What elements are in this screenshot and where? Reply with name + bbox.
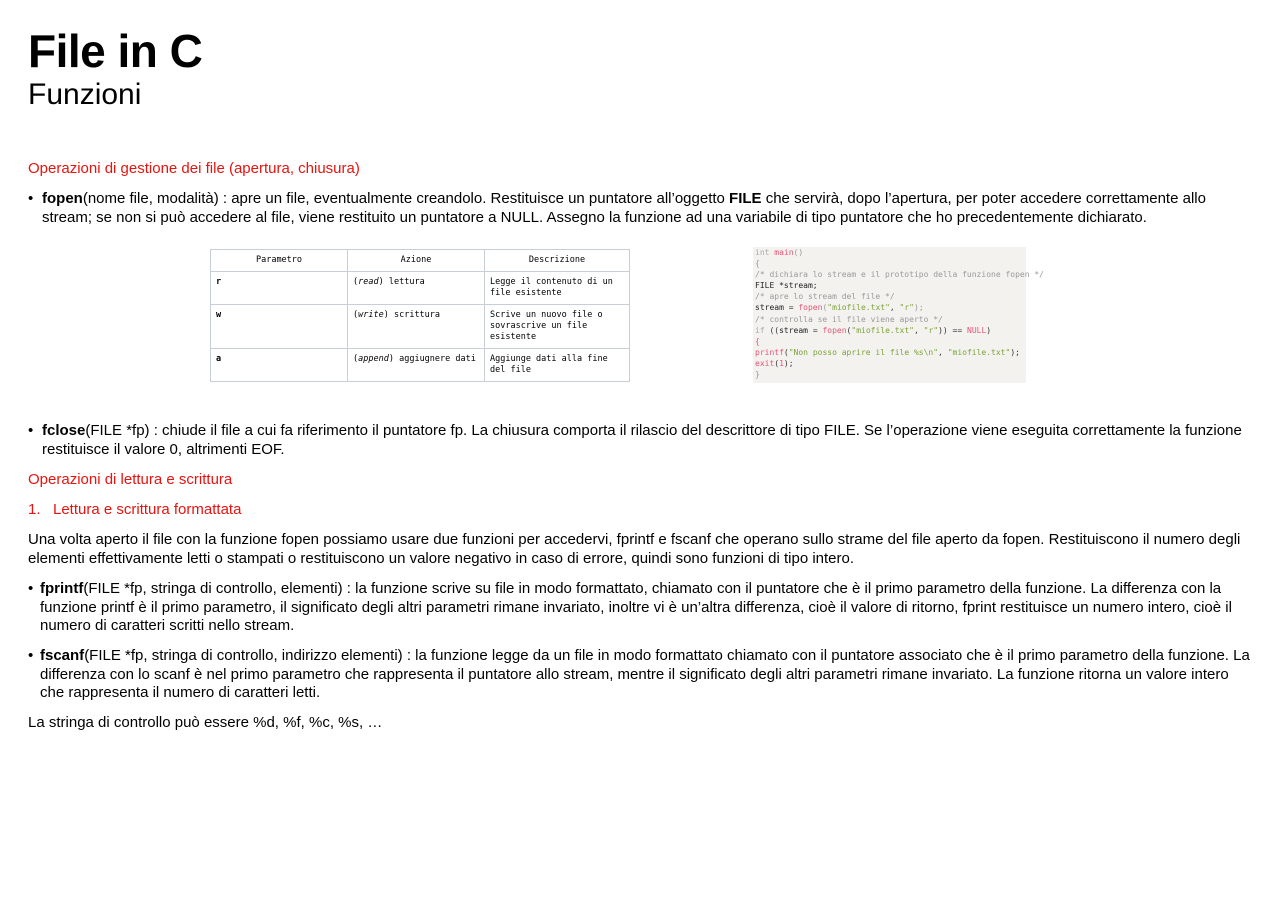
action-text: aggiugnere dati <box>399 354 476 364</box>
table-cell-action: (write) scrittura <box>348 305 485 349</box>
bullet-fprintf <box>28 580 1256 636</box>
table-header-row <box>211 250 630 272</box>
table-cell-param: r <box>211 272 348 305</box>
fprintf-desc: (FILE *fp, stringa di controllo, elementi) : la funzione scrive su file in modo formattato, chiamato con il puntatore che è il primo parametro della funzione. La differenza con la funzione printf è il primo parametro, il significato degli altri parametri rimane invariato, inoltre vi è un’altra differenza, cioè il valore di ritorno, fprint restituisce un numero intero, cioè il numero di caratteri scritti nello stream. <box>40 580 1232 634</box>
bullet-dot: • <box>28 422 34 439</box>
table-header: Azione <box>348 250 485 272</box>
code-line: stream = fopen("miofile.txt", "r"); <box>755 303 924 313</box>
table-cell-desc: Legge il contenuto di un file esistente <box>485 272 630 305</box>
heading-number: 1. <box>28 501 41 518</box>
bullet-dot: • <box>28 580 34 597</box>
code-line: exit(1); <box>755 358 794 368</box>
action-text: lettura <box>388 277 425 287</box>
code-line: int main() <box>755 248 804 257</box>
section-heading-io: Operazioni di lettura e scrittura <box>28 471 233 488</box>
page-subtitle: Funzioni <box>28 78 142 111</box>
fscanf-name: fscanf <box>40 647 85 664</box>
code-line: { <box>755 259 760 269</box>
table-cell-action: (read) lettura <box>348 272 485 305</box>
bullet-dot: • <box>28 647 34 664</box>
modes-table-image <box>210 249 613 381</box>
action-em: read <box>358 277 379 287</box>
code-line: /* controlla se il file viene aperto */ <box>755 314 943 324</box>
intro-paragraph: Una volta aperto il file con la funzione fopen possiamo usare due funzioni per accedervi, fprintf e fscanf che operano sullo strame del file aperto da fopen. Restituiscono il numero degli elementi effettivamente letti o stampati o restituiscono un valore negativo in caso di errore, quindi sono funzioni di tipo intero. <box>28 531 1241 567</box>
code-line: { <box>755 336 760 346</box>
code-line: /* apre lo stream del file */ <box>755 292 895 302</box>
modes-table <box>210 249 630 382</box>
fclose-name: fclose <box>42 422 86 439</box>
fopen-text <box>42 190 1256 227</box>
fopen-file-bold: FILE <box>729 190 762 207</box>
table-row <box>211 305 630 349</box>
code-line: } <box>755 370 760 380</box>
table-header: Parametro <box>211 250 348 272</box>
table-header: Descrizione <box>485 250 630 272</box>
code-line: FILE *stream; <box>755 281 818 291</box>
bullet-fopen <box>28 190 1256 227</box>
fprintf-text <box>40 580 1256 636</box>
bullet-dot: • <box>28 190 34 207</box>
code-sample-image <box>753 247 1044 383</box>
page-title: File in C <box>28 25 203 77</box>
table-cell-desc: Aggiunge dati alla fine del file <box>485 349 630 382</box>
heading-text: Lettura e scrittura formattata <box>53 501 242 518</box>
fscanf-desc: (FILE *fp, stringa di controllo, indirizzo elementi) : la funzione legge da un file in modo formattato chiamato con il puntatore associato che è il primo parametro della funzione. La differenza con lo scanf è nel primo parametro che rappresenta il puntatore allo stream, mentre il significato degli altri parametri rimane invariato. La funzione ritorna un valore intero che rappresenta il numero di caratteri letti. <box>40 647 1250 701</box>
code-line: if ((stream = fopen("miofile.txt", "r")) == NULL) <box>755 325 992 335</box>
table-cell-param: w <box>211 305 348 349</box>
table-cell-desc: Scrive un nuovo file o sovrascrive un file esistente <box>485 305 630 349</box>
code-line: printf("Non posso aprire il file %s\n", "miofile.txt"); <box>755 347 1020 357</box>
table-row <box>211 349 630 382</box>
table-cell-action: (append) aggiugnere dati <box>348 349 485 382</box>
table-row <box>211 272 630 305</box>
fopen-name: fopen <box>42 190 83 207</box>
fclose-text <box>42 422 1256 459</box>
action-text: scrittura <box>393 310 441 320</box>
action-em: write <box>358 310 384 320</box>
fscanf-text <box>40 647 1256 703</box>
fprintf-name: fprintf <box>40 580 84 597</box>
action-em: append <box>358 354 389 364</box>
code-line: /* dichiara lo stream e il prototipo della funzione fopen */ <box>755 270 1044 280</box>
fopen-desc-a: (nome file, modalità) : apre un file, eventualmente creandolo. Restituisce un puntatore all’oggetto <box>82 190 730 207</box>
bullet-fscanf <box>28 647 1256 703</box>
closing-paragraph: La stringa di controllo può essere %d, %f, %c, %s, … <box>28 714 383 731</box>
bullet-fclose <box>28 422 1256 459</box>
fopen-desc-b: che servirà, dopo l’apertura, per poter accedere correttamente allo stream; se non si può accedere al file, viene restituito un puntatore a NULL. Assegno la funzione ad una variabile di tipo puntatore che ho precedentemente dichiarato. <box>42 190 1206 226</box>
numbered-heading-formatted <box>28 501 241 518</box>
table-cell-param: a <box>211 349 348 382</box>
fclose-desc: (FILE *fp) : chiude il file a cui fa riferimento il puntatore fp. La chiusura comporta il rilascio del descrittore di tipo FILE. Se l’operazione viene eseguita correttamente la funzione restituisce il valore 0, altrimenti EOF. <box>42 422 1242 458</box>
section-heading-management: Operazioni di gestione dei file (apertura, chiusura) <box>28 160 360 177</box>
